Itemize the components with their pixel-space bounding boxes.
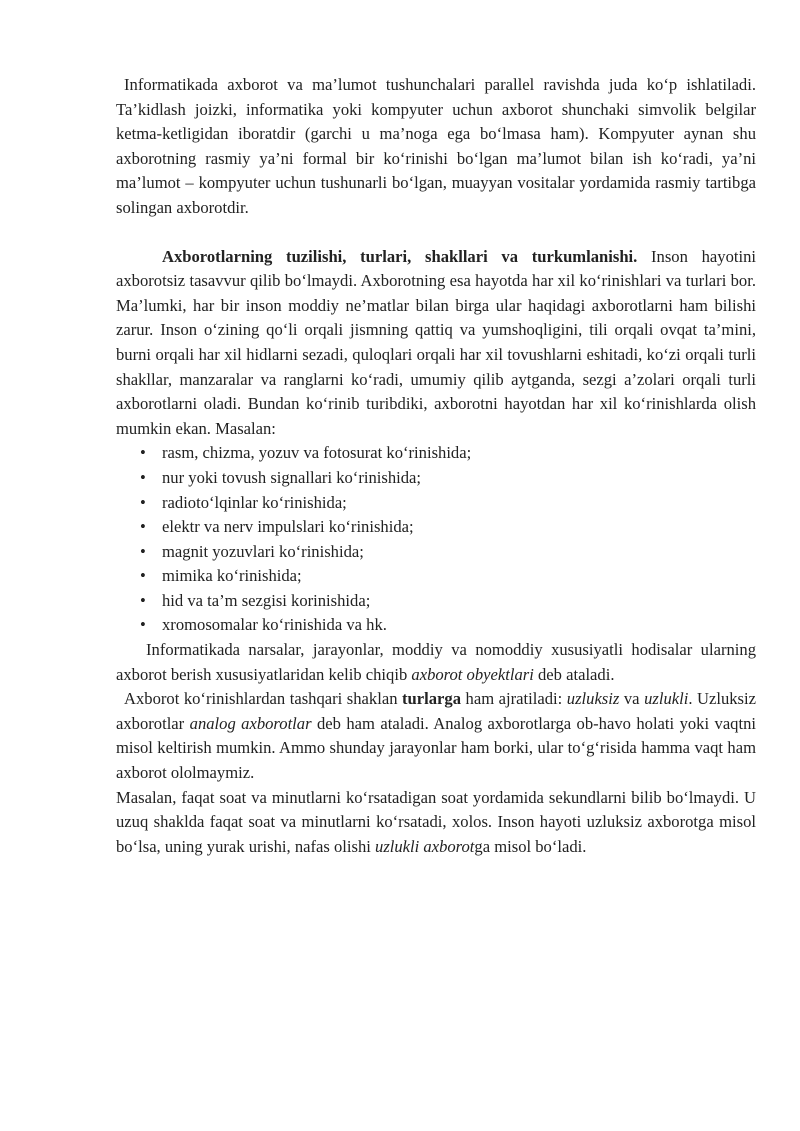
- paragraph-intro: Informatikada axborot va ma’lumot tushunchalari parallel ravishda juda ko‘p ishlatiladi. Ta’kidlash joizki, informatika yoki kompyuter uchun axborot shunchaki simvolik belgilar ketma-ketligidan iboratdir (garchi u ma’noga ega bo‘lmasa ham). Kompyuter aynan shu axborotning rasmiy ya’ni formal bir ko‘rinishi bo‘lgan ma’lumot bilan ish ko‘radi, ya’ni ma’lumot – kompyuter uchun tushunarli bo‘lgan, muayyan vositalar yordamida rasmiy tartibga solingan axborotdir.: [116, 75, 756, 217]
- paragraph-section: [116, 245, 756, 442]
- bullet-icon: •: [140, 517, 146, 537]
- bullet-icon: •: [140, 615, 146, 635]
- bullet-icon: •: [140, 566, 146, 586]
- paragraph-text: . Uzluksiz axborotlar: [116, 689, 756, 733]
- bold-term: turlarga: [402, 689, 462, 709]
- list-item: [116, 613, 756, 638]
- list-item-text: radioto‘lqinlar ko‘rinishida;: [162, 492, 347, 512]
- list-item: [116, 589, 756, 614]
- paragraph-spacer: [116, 221, 756, 245]
- list-item: [116, 441, 756, 466]
- bullet-icon: •: [140, 492, 146, 512]
- bullet-icon: •: [140, 590, 146, 610]
- paragraph-text: Masalan, faqat soat va minutlarni ko‘rsatadigan soat yordamida sekundlarni bilib bo‘lmaydi. U uzuq shaklda faqat soat va minutlarni ko‘rsatadi, xolos. Inson hayoti uzluksiz axborotga misol bo‘lsa, uning yurak urishi, nafas olishi: [116, 787, 756, 856]
- paragraph-text: ga misol bo‘ladi.: [474, 836, 587, 856]
- section-heading: Axborotlarning tuzilishi, turlari, shakllari va turkumlanishi.: [162, 246, 638, 266]
- bullet-icon: •: [140, 443, 146, 463]
- italic-term: analog axborotlar: [189, 713, 312, 733]
- bullet-icon: •: [140, 467, 146, 487]
- paragraph-objects: [116, 638, 756, 687]
- list-item: [116, 515, 756, 540]
- document-body: [116, 73, 756, 859]
- italic-term: axborot obyektlari: [411, 664, 534, 684]
- bullet-list: [116, 441, 756, 638]
- paragraph-text: Axborot ko‘rinishlardan tashqari shaklan: [124, 689, 403, 709]
- list-item: [116, 466, 756, 491]
- paragraph-text: deb ham ataladi. Analog axborotlarga ob-havo holati yoki vaqtni misol keltirish mumkin. Ammo shunday jarayonlar ham borki, ular to‘g‘risida hamma vaqt ham axborot ololmaymiz.: [116, 713, 756, 783]
- list-item: [116, 540, 756, 565]
- italic-term: uzlukli axborot: [375, 836, 475, 856]
- italic-term: uzluksiz: [566, 689, 620, 709]
- list-item-text: elektr va nerv impulslari ko‘rinishida;: [162, 517, 414, 537]
- list-item: [116, 564, 756, 589]
- paragraph-text: deb ataladi.: [533, 664, 615, 684]
- italic-term: uzlukli: [644, 689, 689, 709]
- list-item: [116, 491, 756, 516]
- list-item-text: rasm, chizma, yozuv va fotosurat ko‘rinishida;: [162, 443, 472, 463]
- list-item-text: magnit yozuvlari ko‘rinishida;: [162, 541, 364, 561]
- list-item-text: xromosomalar ko‘rinishida va hk.: [162, 615, 387, 635]
- paragraph-text: va: [619, 689, 645, 709]
- paragraph-example: [116, 786, 756, 860]
- section-text: Inson hayotini axborotsiz tasavvur qilib bo‘lmaydi. Axborotning esa hayotda har xil ko‘rinishlari va turlari bor. Ma’lumki, har bir inson moddiy ne’matlar bilan birga ular haqidagi axborotlarni ham bilishi zarur. Inson o‘zining qo‘li orqali jismning qattiq va yumshoqligini, tili orqali ovqat ta’mini, burni orqali har xil hidlarni sezadi, quloqlari orqali har xil tovushlarni eshitadi, ko‘zi orqali turli shakllar, manzaralar va ranglarni ko‘radi, umumiy qilib aytganda, sezgi a’zolari orqali turli axborotlarni oladi. Bundan ko‘rinib turibdiki, axborotni hayotdan har xil ko‘rinishlarda olish mumkin ekan. Masalan:: [116, 246, 756, 438]
- bullet-icon: •: [140, 541, 146, 561]
- list-item-text: nur yoki tovush signallari ko‘rinishida;: [162, 467, 422, 487]
- paragraph-types: [116, 687, 756, 785]
- list-item-text: mimika ko‘rinishida;: [162, 566, 302, 586]
- paragraph-text: Informatikada narsalar, jarayonlar, moddiy va nomoddiy xususiyatli hodisalar ularning axborot berish xususiyatlaridan kelib chiqib: [116, 640, 756, 684]
- paragraph-text: ham ajratiladi:: [461, 689, 567, 709]
- list-item-text: hid va ta’m sezgisi korinishida;: [162, 590, 371, 610]
